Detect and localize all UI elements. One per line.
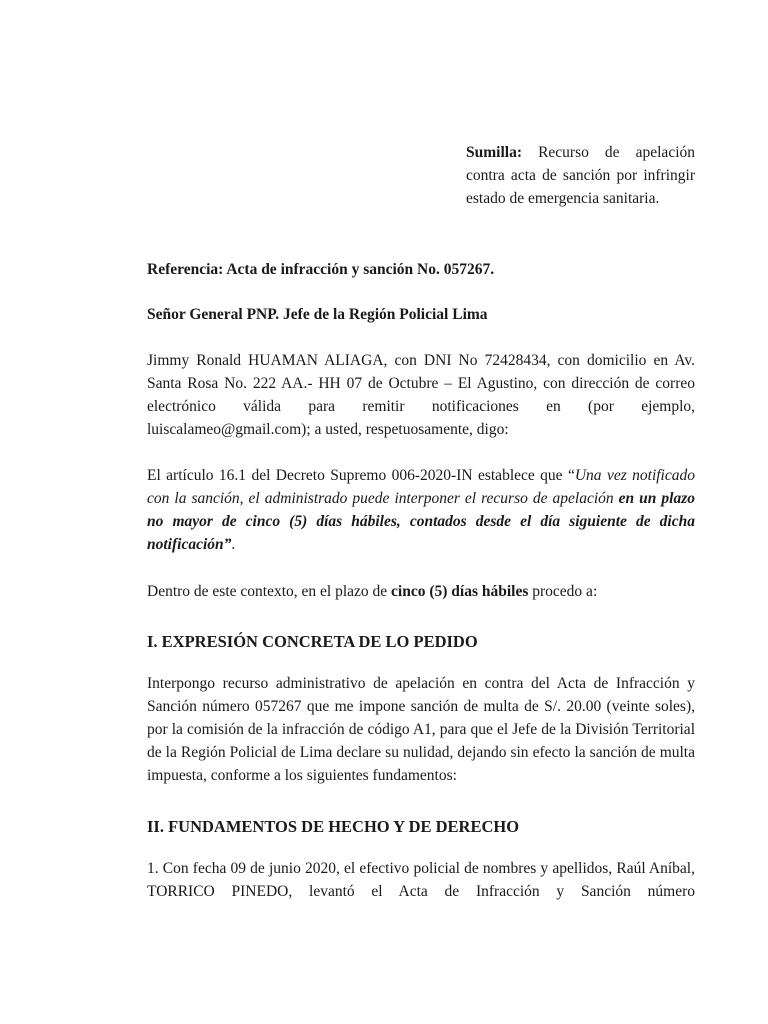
contexto-bold: cinco (5) días hábiles	[391, 583, 529, 600]
intro-paragraph: Jimmy Ronald HUAMAN ALIAGA, con DNI No 72428434, con domicilio en Av. Santa Rosa No. 222 AA.- HH 07 de Octubre – El Agustino, con dirección de correo electrónico válida para remitir notificaciones en (por ejemplo, luiscalameo@gmail.com); a usted, respetuosamente, digo:	[147, 352, 695, 438]
section-2-paragraph: 1. Con fecha 09 de junio 2020, el efectivo policial de nombres y apellidos, Raúl Aníbal, TORRICO PINEDO, levantó el Acta de Infracción y Sanción número	[147, 860, 695, 900]
sumilla-block	[466, 141, 695, 210]
section-1-title: I. EXPRESIÓN CONCRETA DE LO PEDIDO	[147, 632, 478, 651]
articulo-end: .	[231, 536, 236, 553]
articulo-paragraph	[147, 464, 695, 556]
section-1-paragraph: Interpongo recurso administrativo de apelación en contra del Acta de Infracción y Sanción número 057267 que me impone sanción de multa de S/. 20.00 (veinte soles), por la comisión de la infracción de código A1, para que el Jefe de la División Territorial de la Región Policial de Lima declare su nulidad, dejando sin efecto la sanción de multa impuesta, conforme a los siguientes fundamentos:	[147, 675, 695, 784]
articulo-lead: El artículo 16.1 del Decreto Supremo 006-2020-IN establece que “	[147, 467, 575, 484]
contexto-paragraph	[147, 580, 695, 603]
contexto-lead: Dentro de este contexto, en el plazo de	[147, 583, 392, 600]
sumilla-label: Sumilla:	[466, 144, 522, 161]
contexto-end: procedo a:	[528, 583, 598, 600]
articulo-quote-emphasis: en un plazo no mayor de cinco (5) días hábiles, contados desde el día siguiente de dicha notificación”	[147, 490, 695, 553]
articulo-quote: Una vez notificado con la sanción, el administrado puede interponer el recurso de apelación	[147, 467, 695, 507]
section-2-title: II. FUNDAMENTOS DE HECHO Y DE DERECHO	[147, 817, 520, 836]
sumilla-text: Recurso de apelación contra acta de sanción por infringir estado de emergencia sanitaria.	[466, 144, 696, 207]
destinatario: Señor General PNP. Jefe de la Región Policial Lima	[147, 306, 488, 323]
referencia: Referencia: Acta de infracción y sanción No. 057267.	[147, 261, 495, 278]
